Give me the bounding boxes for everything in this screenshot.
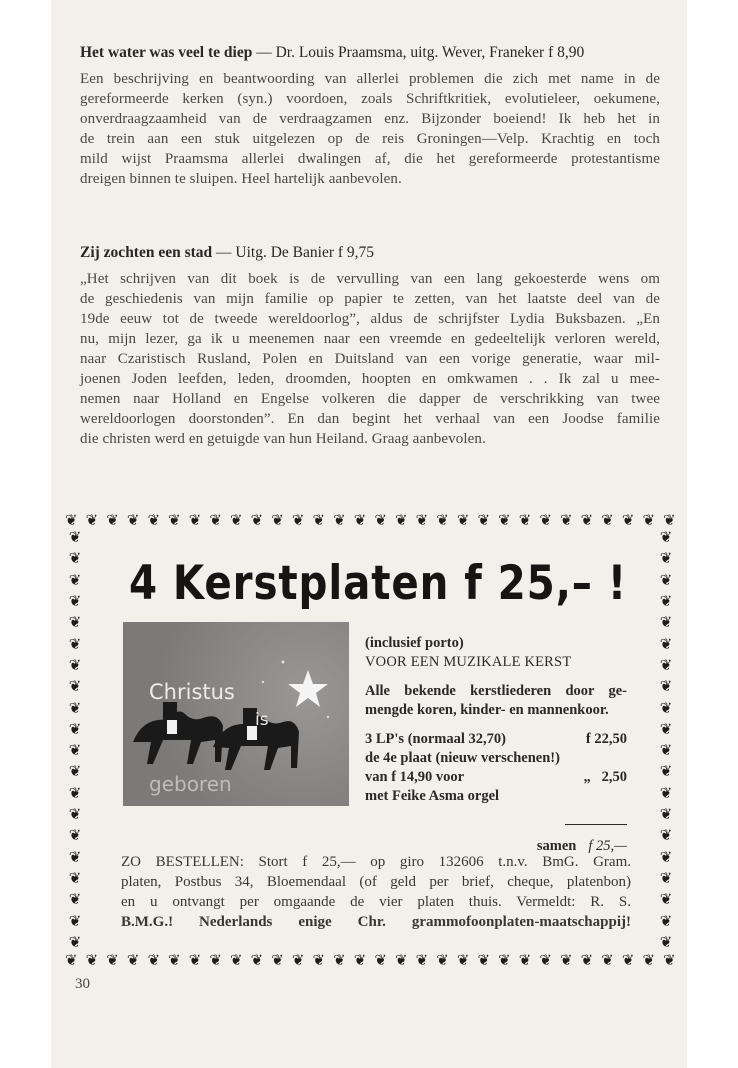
holly-icon: ❦ bbox=[580, 510, 594, 529]
holly-border-top bbox=[65, 510, 676, 530]
holly-icon: ❦ bbox=[68, 591, 82, 610]
holly-icon: ❦ bbox=[659, 847, 673, 866]
price-row: de 4e plaat (nieuw verschenen!) bbox=[365, 750, 560, 766]
holly-icon: ❦ bbox=[106, 950, 119, 969]
holly-icon: ❦ bbox=[68, 805, 82, 824]
holly-icon: ❦ bbox=[560, 950, 573, 969]
price-row: 3 LP's (normaal 32,70) f 22,50 bbox=[365, 731, 627, 747]
holly-icon: ❦ bbox=[147, 950, 161, 969]
review-1-line: Een beschrijving en beantwoording van allerlei problemen die zich met name in de bbox=[80, 71, 660, 87]
holly-icon: ❦ bbox=[659, 783, 673, 802]
review-1-line: mild wijst Praamsma allerlei dwalingen af, die het gereformeerde protestantisme bbox=[80, 151, 660, 167]
holly-icon: ❦ bbox=[518, 510, 532, 529]
order-tagline: B.M.G.! Nederlands enige Chr. grammofoonplaten-maatschappij! bbox=[121, 914, 631, 930]
holly-icon: ❦ bbox=[456, 950, 470, 969]
review-2-line: nemen naar Holland en Engelse volkeren die dapper de verschrikking van twee bbox=[80, 391, 660, 407]
holly-icon: ❦ bbox=[659, 528, 673, 546]
holly-icon: ❦ bbox=[68, 932, 82, 951]
holly-icon: ❦ bbox=[68, 677, 82, 696]
review-2-title: Zij zochten een stad bbox=[80, 244, 213, 261]
total-value: f 25,— bbox=[588, 838, 627, 854]
ad-description-line: mengde koren, kinder- en mannenkoor. bbox=[365, 702, 609, 718]
holly-border-bottom bbox=[65, 950, 676, 970]
order-instructions bbox=[121, 852, 631, 932]
holly-icon: ❦ bbox=[601, 950, 614, 969]
holly-icon: ❦ bbox=[353, 950, 367, 969]
camel-silhouettes bbox=[133, 702, 299, 770]
page bbox=[51, 0, 687, 1068]
review-2-line: nu, mijn lezer, ga ik u meenemen naar een vreemde en gedeeltelijk verloren wereld, bbox=[80, 331, 660, 347]
review-2-price: f 9,75 bbox=[337, 244, 375, 261]
holly-icon: ❦ bbox=[659, 591, 673, 610]
review-2 bbox=[80, 243, 660, 449]
holly-icon: ❦ bbox=[250, 950, 264, 969]
holly-icon: ❦ bbox=[659, 869, 673, 887]
holly-icon: ❦ bbox=[659, 911, 673, 930]
review-1-line: gereformeerde kerken (syn.) voordoen, zoals Schriftkritiek, evolutieleer, oekumene, bbox=[80, 91, 660, 107]
holly-icon: ❦ bbox=[68, 549, 82, 568]
review-1 bbox=[80, 43, 660, 189]
order-line: ZO BESTELLEN: Stort f 25,— op giro 132606 t.n.v. BmG. Gram. bbox=[121, 854, 631, 870]
order-line: en u ontvangt per omgaande de vier platen thuis. Vermeldt: R. S. bbox=[121, 894, 631, 910]
price-row: met Feike Asma orgel bbox=[365, 788, 500, 804]
holly-icon: ❦ bbox=[68, 634, 82, 653]
holly-icon: ❦ bbox=[85, 950, 99, 969]
holly-icon: ❦ bbox=[663, 510, 676, 529]
review-2-line: „Het schrijven van dit boek is de vervulling van een lang gekoesterde wens om bbox=[80, 271, 660, 287]
holly-icon: ❦ bbox=[147, 510, 161, 529]
holly-icon: ❦ bbox=[415, 510, 429, 529]
review-1-heading: Het water was veel te diep — Dr. Louis Praamsma, uitg. Wever, Franeker f 8,90 bbox=[80, 44, 585, 61]
holly-icon: ❦ bbox=[68, 762, 82, 781]
holly-icon: ❦ bbox=[642, 950, 656, 969]
holly-icon: ❦ bbox=[498, 950, 511, 969]
holly-icon: ❦ bbox=[659, 613, 673, 632]
review-2-line: 19de eeuw tot de tweede wereldoorlog”, aldus de schrijfster Lydia Buksbazen. „En bbox=[80, 311, 660, 327]
review-2-meta: Uitg. De Banier bbox=[235, 244, 334, 261]
ad-subtitle-2: VOOR EEN MUZIKALE KERST bbox=[365, 654, 572, 670]
holly-icon: ❦ bbox=[395, 510, 408, 529]
ad-description-line: Alle bekende kerstliederen door ge- bbox=[365, 683, 627, 699]
holly-icon: ❦ bbox=[68, 613, 82, 632]
holly-icon: ❦ bbox=[477, 950, 491, 969]
holly-icon: ❦ bbox=[271, 950, 284, 969]
star-icon bbox=[288, 670, 328, 707]
holly-icon: ❦ bbox=[642, 510, 656, 529]
holly-icon: ❦ bbox=[621, 950, 635, 969]
holly-icon: ❦ bbox=[333, 510, 346, 529]
holly-icon: ❦ bbox=[312, 950, 326, 969]
record-cover-photo bbox=[123, 622, 349, 806]
cover-word: is bbox=[255, 710, 269, 730]
holly-icon: ❦ bbox=[659, 719, 673, 738]
holly-icon: ❦ bbox=[560, 510, 573, 529]
holly-icon: ❦ bbox=[659, 890, 673, 909]
holly-icon: ❦ bbox=[68, 655, 82, 674]
holly-icon: ❦ bbox=[126, 510, 140, 529]
holly-icon: ❦ bbox=[395, 950, 408, 969]
review-2-body bbox=[80, 269, 660, 449]
holly-icon: ❦ bbox=[659, 698, 673, 717]
holly-border-right bbox=[656, 530, 676, 950]
holly-icon: ❦ bbox=[68, 911, 82, 930]
holly-border-left bbox=[65, 530, 85, 950]
holly-icon: ❦ bbox=[209, 510, 222, 529]
holly-icon: ❦ bbox=[68, 741, 82, 760]
holly-icon: ❦ bbox=[539, 950, 552, 969]
total-label: samen bbox=[536, 838, 577, 854]
page-number: 30 bbox=[75, 976, 90, 992]
holly-icon: ❦ bbox=[374, 510, 387, 529]
holly-icon: ❦ bbox=[456, 510, 470, 529]
holly-icon: ❦ bbox=[415, 950, 429, 969]
review-1-line: dreigen binnen te sluipen. Heel hartelijk aanbevolen. bbox=[80, 171, 402, 187]
holly-icon: ❦ bbox=[126, 950, 140, 969]
holly-icon: ❦ bbox=[477, 510, 491, 529]
ad-subtitle-1: (inclusief porto) bbox=[365, 635, 464, 651]
holly-icon: ❦ bbox=[659, 570, 673, 589]
holly-icon: ❦ bbox=[663, 950, 676, 969]
order-line: platen, Postbus 34, Bloemendaal (of geld per brief, cheque, platenbon) bbox=[121, 874, 631, 890]
holly-icon: ❦ bbox=[539, 510, 552, 529]
review-2-line: wereldoorlogen doorstonden”. En dan begint het verhaal van een Joodse familie bbox=[80, 411, 660, 427]
holly-icon: ❦ bbox=[659, 826, 673, 845]
holly-icon: ❦ bbox=[291, 950, 305, 969]
ad-details bbox=[365, 634, 627, 856]
holly-icon: ❦ bbox=[68, 826, 82, 845]
holly-icon: ❦ bbox=[436, 950, 449, 969]
cover-word: geboren bbox=[149, 772, 232, 796]
holly-icon: ❦ bbox=[250, 510, 264, 529]
holly-icon: ❦ bbox=[374, 950, 387, 969]
review-1-price: f 8,90 bbox=[548, 44, 585, 61]
holly-icon: ❦ bbox=[659, 634, 673, 653]
review-1-title: Het water was veel te diep bbox=[80, 44, 253, 61]
holly-icon: ❦ bbox=[621, 510, 635, 529]
holly-icon: ❦ bbox=[230, 950, 243, 969]
holly-icon: ❦ bbox=[68, 783, 82, 802]
holly-icon: ❦ bbox=[580, 950, 594, 969]
holly-icon: ❦ bbox=[188, 510, 202, 529]
holly-icon: ❦ bbox=[68, 570, 82, 589]
holly-icon: ❦ bbox=[65, 510, 78, 529]
review-1-line: de trein aan een stuk uitgelezen op de reis Groningen—Velp. Krachtig en toch bbox=[80, 131, 660, 147]
holly-icon: ❦ bbox=[68, 528, 82, 546]
holly-icon: ❦ bbox=[230, 510, 243, 529]
holly-icon: ❦ bbox=[68, 719, 82, 738]
review-1-body bbox=[80, 69, 660, 189]
holly-icon: ❦ bbox=[659, 549, 673, 568]
review-2-line: naar Czaristisch Rusland, Polen en Duitsland van een vorige generatie, waar mil- bbox=[80, 351, 660, 367]
holly-icon: ❦ bbox=[85, 510, 99, 529]
holly-icon: ❦ bbox=[333, 950, 346, 969]
holly-icon: ❦ bbox=[168, 950, 181, 969]
holly-icon: ❦ bbox=[601, 510, 614, 529]
holly-icon: ❦ bbox=[209, 950, 222, 969]
review-2-line: joenen Joden leefden, leden, droomden, hoopten en omkwamen . . Ik zal u mee- bbox=[80, 371, 660, 387]
holly-icon: ❦ bbox=[68, 869, 82, 887]
holly-icon: ❦ bbox=[106, 510, 119, 529]
cover-word: Christus bbox=[149, 680, 235, 704]
price-row: van f 14,90 voor „ 2,50 bbox=[365, 769, 627, 785]
holly-icon: ❦ bbox=[68, 847, 82, 866]
holly-icon: ❦ bbox=[168, 510, 181, 529]
holly-icon: ❦ bbox=[436, 510, 449, 529]
holly-icon: ❦ bbox=[291, 510, 305, 529]
holly-icon: ❦ bbox=[659, 932, 673, 951]
review-2-line: die christen werd en getuigde van hun Heiland. Graag aanbevolen. bbox=[80, 431, 486, 447]
holly-icon: ❦ bbox=[188, 950, 202, 969]
holly-icon: ❦ bbox=[659, 805, 673, 824]
review-2-heading: Zij zochten een stad — Uitg. De Banier f 9,75 bbox=[80, 244, 375, 261]
holly-icon: ❦ bbox=[353, 510, 367, 529]
holly-icon: ❦ bbox=[312, 510, 326, 529]
review-1-line: onverdraagzaamheid van de verdraagzamen enz. Bijzonder boeiend! Ik heb het in bbox=[80, 111, 660, 127]
holly-icon: ❦ bbox=[659, 655, 673, 674]
holly-icon: ❦ bbox=[518, 950, 532, 969]
holly-icon: ❦ bbox=[68, 890, 82, 909]
review-2-line: de geschiedenis van mijn familie op papier te zetten, van het laatste deel van de bbox=[80, 291, 660, 307]
holly-icon: ❦ bbox=[271, 510, 284, 529]
christmas-records-ad bbox=[65, 510, 676, 970]
holly-icon: ❦ bbox=[659, 762, 673, 781]
holly-icon: ❦ bbox=[68, 698, 82, 717]
review-1-meta: Dr. Louis Praamsma, uitg. Wever, Franeker bbox=[275, 44, 545, 61]
holly-icon: ❦ bbox=[498, 510, 511, 529]
holly-icon: ❦ bbox=[659, 677, 673, 696]
holly-icon: ❦ bbox=[659, 741, 673, 760]
holly-icon: ❦ bbox=[65, 950, 78, 969]
ad-title: 4 Kerstplaten f 25,– ! bbox=[129, 556, 628, 611]
